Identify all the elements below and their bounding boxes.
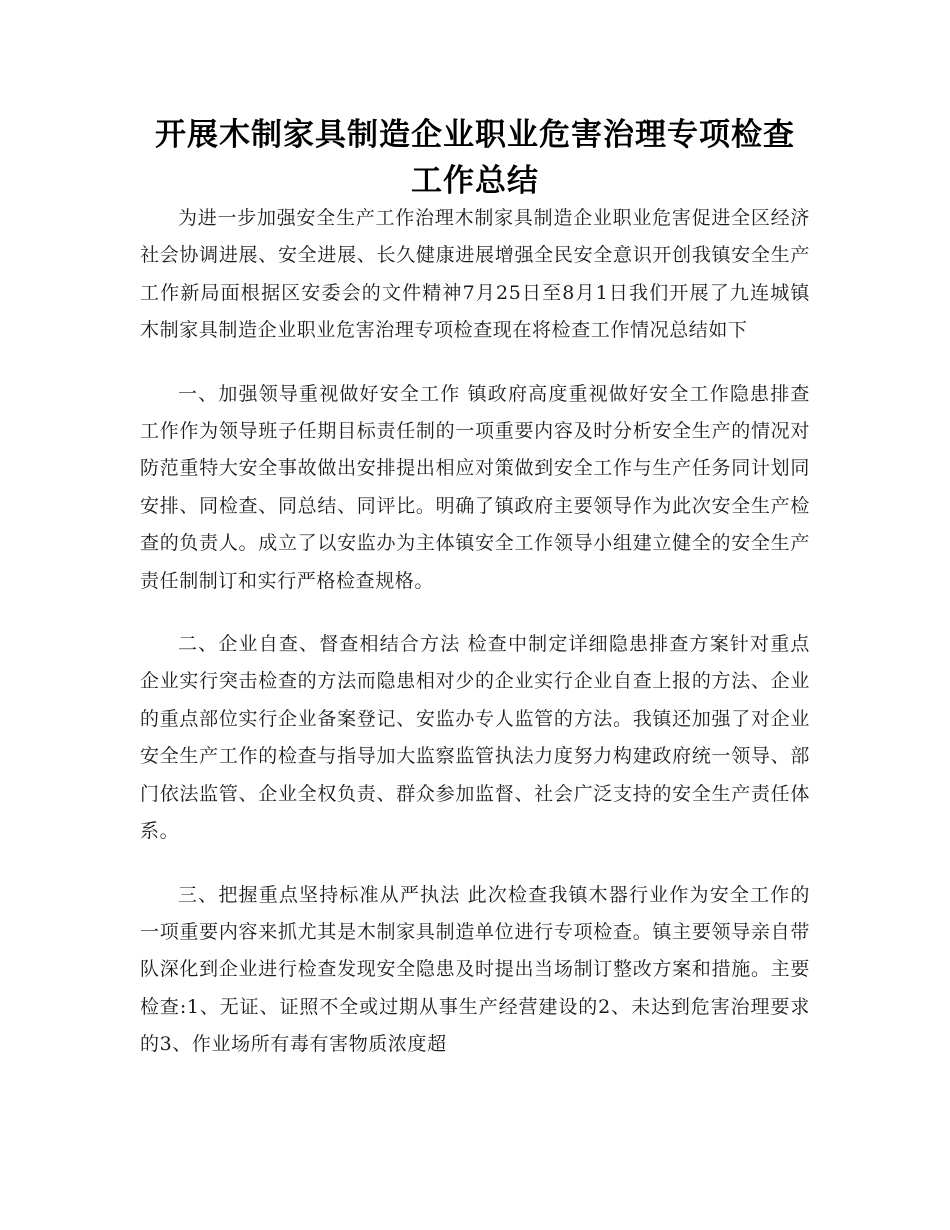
paragraph-section-2: 二、企业自查、督查相结合方法 检查中制定详细隐患排查方案针对重点企业实行突击检查的方法而隐患相对少的企业实行企业自查上报的方法、企业的重点部位实行企业备案登记、安监办专人监管的方法。我镇还加强了对企业安全生产工作的检查与指导加大监察监管执法力度努力构建政府统一领导、部门依法监管、企业全权负责、群众参加监督、社会广泛支持的安全生产责任体系。 bbox=[140, 633, 810, 843]
paragraph-intro: 为进一步加强安全生产工作治理木制家具制造企业职业危害促进全区经济社会协调进展、安全进展、长久健康进展增强全民安全意识开创我镇安全生产工作新局面根据区安委会的文件精神7月25日至8月1日我们开展了九连城镇木制家具制造企业职业危害治理专项检查现在将检查工作情况总结如下 bbox=[140, 207, 810, 342]
paragraph-section-3: 三、把握重点坚持标准从严执法 此次检查我镇木器行业作为安全工作的一项重要内容来抓尤其是木制家具制造单位进行专项检查。镇主要领导亲自带队深化到企业进行检查发现安全隐患及时提出当场制订整改方案和措施。主要检查:1、无证、证照不全或过期从事生产经营建设的2、未达到危害治理要求的3、作业场所有毒有害物质浓度超 bbox=[140, 883, 810, 1056]
document-title: 开展木制家具制造企业职业危害治理专项检查工作总结 bbox=[155, 117, 795, 199]
paragraph-section-1: 一、加强领导重视做好安全工作 镇政府高度重视做好安全工作隐患排查工作作为领导班子任期目标责任制的一项重要内容及时分析安全生产的情况对防范重特大安全事故做出安排提出相应对策做到安全工作与生产任务同计划同安排、同检查、同总结、同评比。明确了镇政府主要领导作为此次安全生产检查的负责人。成立了以安监办为主体镇安全工作领导小组建立健全的安全生产责任制制订和实行严格检查规格。 bbox=[140, 382, 810, 592]
document-body bbox=[140, 200, 810, 1090]
